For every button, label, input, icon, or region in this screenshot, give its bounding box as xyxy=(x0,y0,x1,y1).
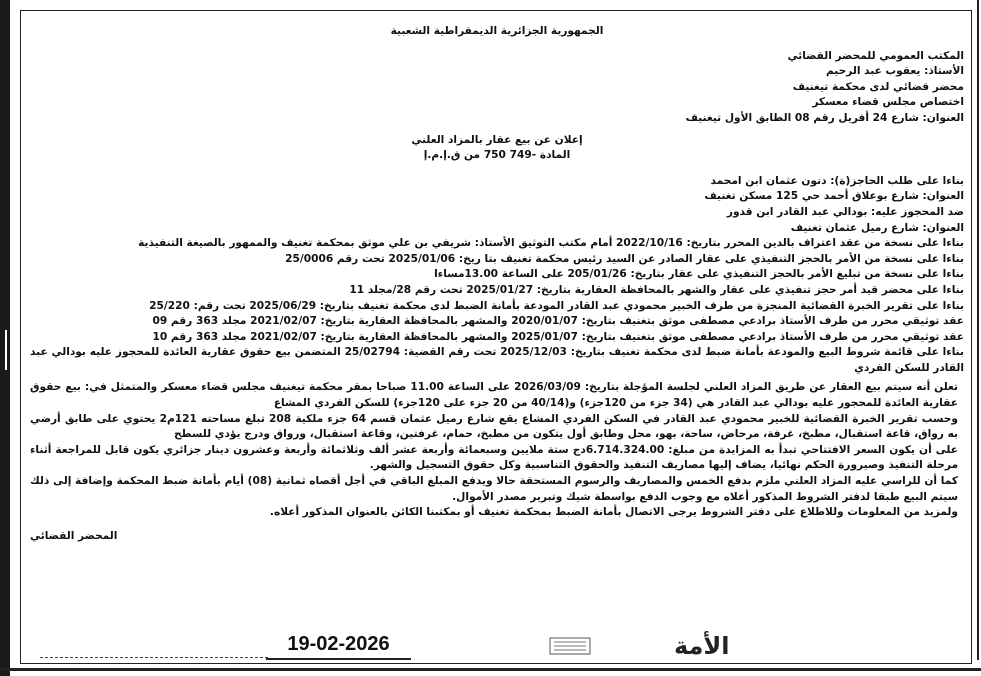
ground-item: بناءا على نسخة من تبليغ الأمر بالحجز التنفيذي على عقار بتاريخ: 205/01/26 على الساعة 13.00مساءا xyxy=(434,268,964,281)
payment-terms: كما أن للراسي عليه المزاد العلني ملزم بدفع الخمس والمصاريف والرسوم المستحقة حالا ويدفع المبلغ الباقي في أجل أقصاه ثمانية (08) أيام بأمانة ضبط المحكمة وإضافة إلى ذلك سيتم البيع طبقا لدفتر الشروط المذكور أعلاه مع وجوب الدفع بواسطة شيك وتبرير مصدر الأموال. xyxy=(30,475,958,503)
newspaper-name: الأمة xyxy=(674,632,730,660)
notice-document xyxy=(30,24,964,544)
notice-title: إعلان عن بيع عقار بالمزاد العلني xyxy=(411,133,583,146)
applicant: بناءا على طلب الحاجز(ة): دنون عثمان ابن امحمد xyxy=(710,174,964,187)
ground-item: بناءا على تقرير الخبرة القضائية المنجزة من طرف الخبير محمودي عبد القادر المودعة بأمانة الضبط لدى محكمة تغنيف بتاريخ: 2025/06/29 تحت رقم: 25/220 xyxy=(149,299,964,312)
page-left-edge xyxy=(0,0,10,676)
property-description: وحسب تقرير الخبرة القضائية للخبير محمودي عبد القادر في السكن الفردي المشاع يقع شارع رميل عثمان قسم 64 جزء ملكية 208 تبلغ مساحته 121م2 يحتوي على طابق أرضي به رواق، قاعة استقبال، مطبخ، غرفة، مرحاض، ساحة، بهو، محل وطابق أول يتكون من مطبخ، حمام، غرفتين، وقاعة استقبال، ورواق ودرج يؤدي للسطح xyxy=(30,412,959,441)
office-name: المكتب العمومي للمحضر القضائي xyxy=(787,49,964,62)
office-address: العنوان: شارع 24 أفريل رقم 08 الطابق الأول تيغنيف xyxy=(685,111,964,124)
notice-article: المادة -749 750 من ق.إ.م.إ xyxy=(423,149,571,162)
ground-item: عقد توثيقي محرر من طرف الأستاذ برادعي مصطفى موثق بتغنيف بتاريخ: 2020/01/07 والمشهر بالمحافظة العقارية بتاريخ: 2021/02/07 مجلد 363 رقم 09 xyxy=(152,315,964,328)
debtor: ضد المحجوز عليه: بودالي عبد القادر ابن قدور xyxy=(726,205,964,218)
column-rule xyxy=(977,0,979,660)
date-underline xyxy=(40,657,268,658)
newspaper-logo xyxy=(548,628,730,662)
newspaper-logo-icon xyxy=(548,628,730,662)
ground-item: بناءا على قائمة شروط البيع والمودعة بأمانة ضبط لدى محكمة تغنيف بتاريخ: 2025/12/03 تحت رقم القضية: 25/02794 المتضمن بيع حقوق عقارية العائدة للمحجوز عليه بودالي عبد القادر للسكن الفردي xyxy=(30,346,964,374)
ground-item: بناءا على نسخة من عقد اعتراف بالدين المحرر بتاريخ: 2022/10/16 أمام مكتب التوثيق الأستاذ: شريفي بن علي موثق بمحكمة تغنيف والممهور بالصيغة التنفيذية xyxy=(138,237,964,250)
ground-item: بناءا على محضر قيد أمر حجز تنفيذي على عقار والشهر بالمحافظة العقارية بتاريخ: 2025/01/27 تحت رقم 28/مجلد 11 xyxy=(349,283,964,296)
applicant-address: العنوان: شارع بوعلاق أحمد حي 125 مسكن تغنيف xyxy=(704,190,964,203)
bottom-rule xyxy=(0,668,981,671)
bailiff-title: محضر قضائي لدى محكمة تيغنيف xyxy=(792,80,964,93)
contact-info: ولمزيد من المعلومات وللاطلاع على دفتر الشروط يرجى الاتصال بأمانة الضبط بمحكمة تغنيف أو بمكتبنا الكائن بالعنوان المذكور أعلاه. xyxy=(269,506,958,519)
ground-item: عقد توثيقي محرر من طرف الأستاذ برادعي مصطفى موثق بتغنيف بتاريخ: 2025/01/07 والمشهر بالمحافظة العقارية بتاريخ: 2021/02/07 مجلد 363 رقم 10 xyxy=(152,330,964,343)
republic-heading: الجمهورية الجزائرية الديمقراطية الشعبية xyxy=(390,25,604,37)
lawyer-name: الأستاذ: يعقوب عبد الرحيم xyxy=(826,65,964,78)
signature: المحضر القضائي xyxy=(30,529,118,542)
sale-announcement: تعلن أنه سيتم بيع العقار عن طريق المزاد العلني لجلسة المؤجلة بتاريخ: 2026/03/09 على الساعة 11.00 صباحا بمقر محكمة تيغنيف مجلس قضاء معسكر والمتمثل في: بيع حقوق عقارية العائدة للمحجور عليه بودالي عبد القادر هي (34 جزء من 120جزء) و(40/14 من 20 جزء على 120جزء) للسكن الفردي المشاع xyxy=(30,381,958,410)
debtor-address: العنوان: شارع رميل عثمان تغنيف xyxy=(790,221,964,234)
opening-price: على أن يكون السعر الافتتاحي تبدأ به المزايدة من مبلغ: 6.714.324.00دج ستة ملايين وسبعمائة وأربعة عشر ألف وثلاثمائة وأربعة وعشرون دينار جزائري يكون قابل للمراجعة أثناء مرحلة التنفيذ وصيرورة الحكم نهائيا، يضاف إليها مصاريف التنفيذ والحقوق التناسبية وكل حقوق التسجيل والشهر. xyxy=(30,443,958,472)
ground-item: بناءا على نسخة من الأمر بالحجز التنفيذي على عقار الصادر عن السيد رئيس محكمة تغنيف بتا ريخ: 2025/01/06 تحت رقم 25/0006 xyxy=(285,252,964,265)
publication-date: 19-02-2026 xyxy=(266,630,411,660)
jurisdiction: اختصاص مجلس قضاء معسكر xyxy=(812,96,964,109)
